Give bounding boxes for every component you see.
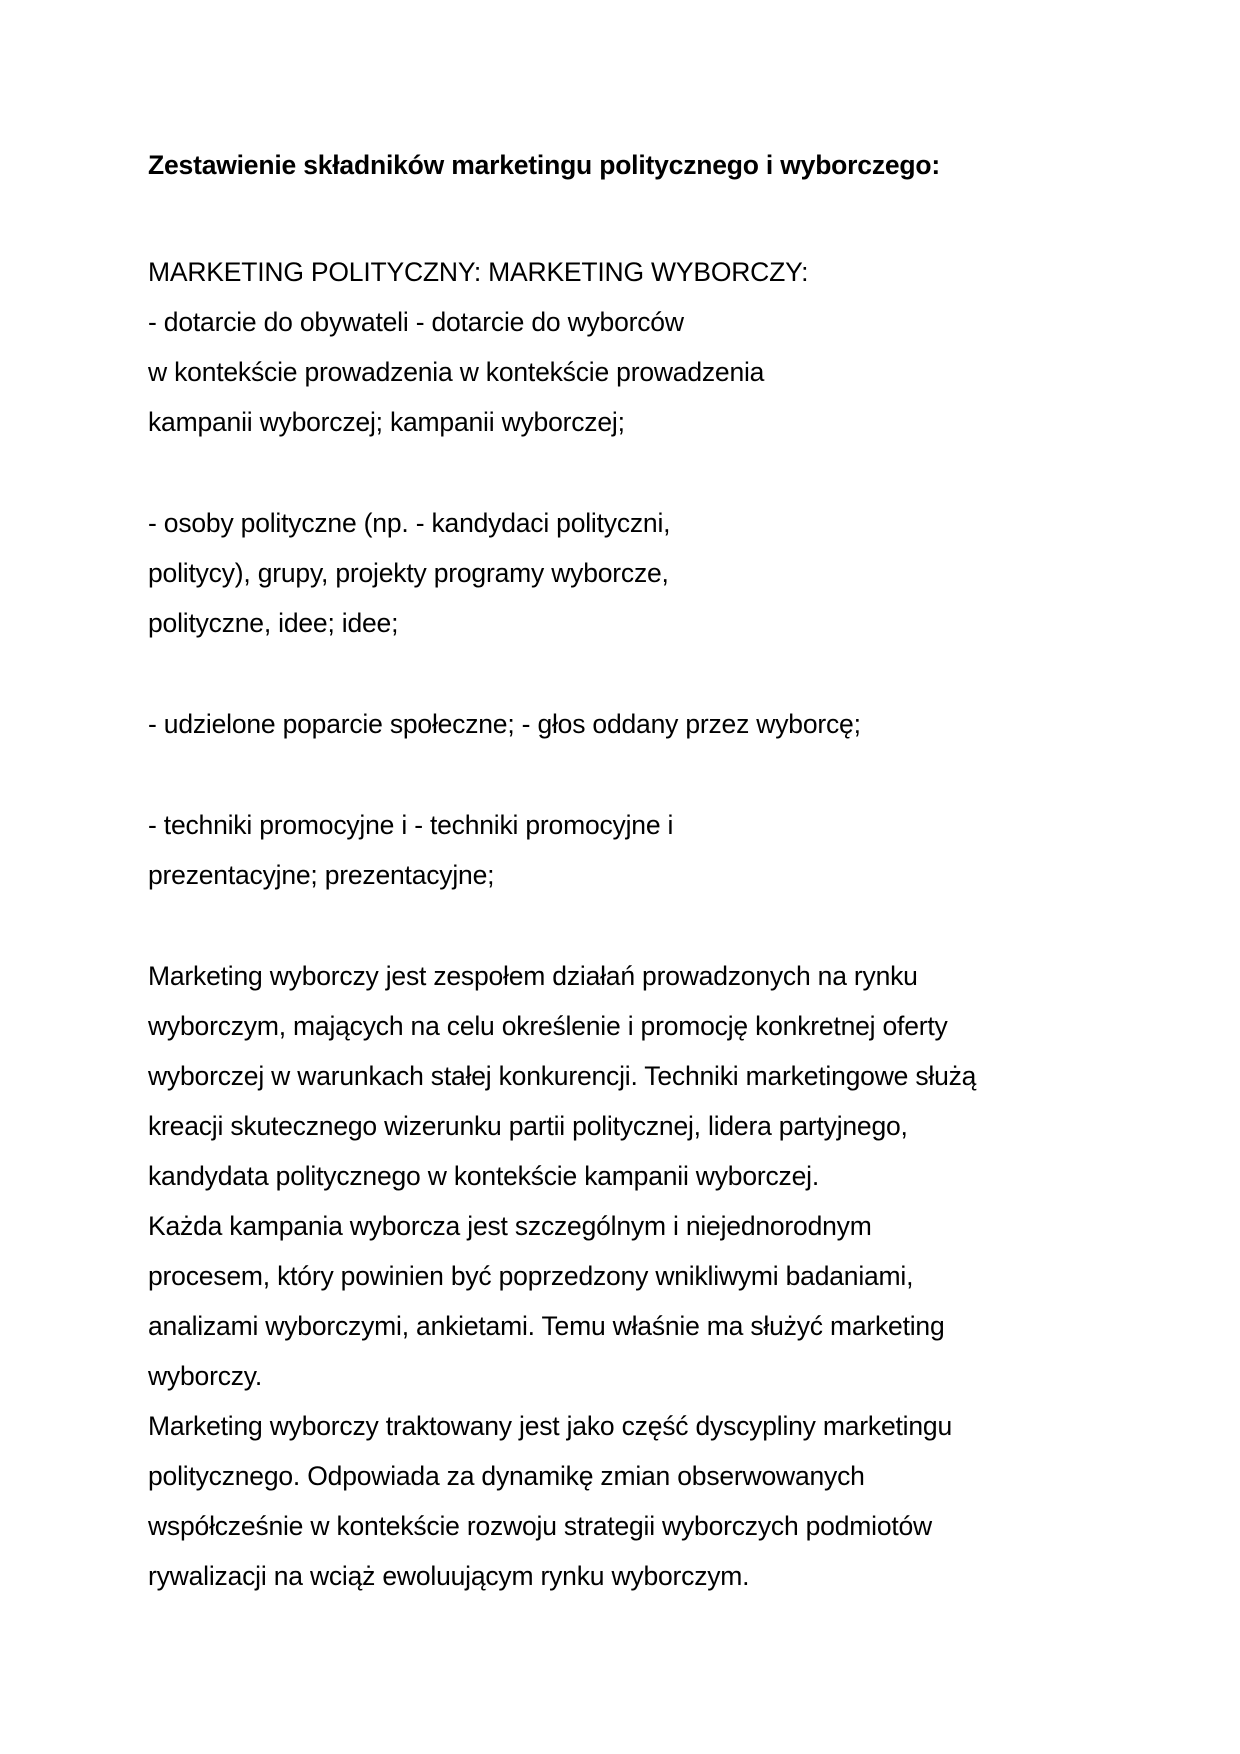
document-title: Zestawienie składników marketingu politycznego i wyborczego: [148, 150, 941, 180]
text-line: prezentacyjne; prezentacyjne; [148, 860, 495, 890]
text-line: kampanii wyborczej; kampanii wyborczej; [148, 407, 625, 437]
text-line: w kontekście prowadzenia w kontekście prowadzenia [148, 357, 765, 387]
paragraph-line: wyborczej w warunkach stałej konkurencji. Techniki marketingowe służą [148, 1061, 977, 1091]
text-line: - techniki promocyjne i - techniki promocyjne i [148, 810, 674, 840]
paragraph-line: Każda kampania wyborcza jest szczególnym i niejednorodnym [148, 1211, 872, 1241]
paragraph-line: wyborczy. [148, 1361, 263, 1391]
paragraph-line: Marketing wyborczy traktowany jest jako część dyscypliny marketingu [148, 1411, 952, 1441]
text-line: - osoby polityczne (np. - kandydaci polityczni, [148, 508, 671, 538]
paragraph-line: kreacji skutecznego wizerunku partii politycznej, lidera partyjnego, [148, 1111, 908, 1141]
paragraph-line: procesem, który powinien być poprzedzony wnikliwymi badaniami, [148, 1261, 914, 1291]
paragraph-line: Marketing wyborczy jest zespołem działań prowadzonych na rynku [148, 961, 918, 991]
text-line: - dotarcie do obywateli - dotarcie do wyborców [148, 307, 684, 337]
paragraph-line: współcześnie w kontekście rozwoju strategii wyborczych podmiotów [148, 1511, 932, 1541]
text-line: - udzielone poparcie społeczne; - głos oddany przez wyborcę; [148, 709, 861, 739]
paragraph-line: rywalizacji na wciąż ewoluującym rynku wyborczym. [148, 1561, 750, 1591]
text-line: politycy), grupy, projekty programy wyborcze, [148, 558, 669, 588]
paragraph-line: wyborczym, mających na celu określenie i promocję konkretnej oferty [148, 1011, 948, 1041]
column-headers: MARKETING POLITYCZNY: MARKETING WYBORCZY: [148, 257, 809, 287]
paragraph-line: kandydata politycznego w kontekście kampanii wyborczej. [148, 1161, 819, 1191]
paragraph-line: analizami wyborczymi, ankietami. Temu właśnie ma służyć marketing [148, 1311, 945, 1341]
paragraph-line: politycznego. Odpowiada za dynamikę zmian obserwowanych [148, 1461, 865, 1491]
text-line: polityczne, idee; idee; [148, 608, 399, 638]
